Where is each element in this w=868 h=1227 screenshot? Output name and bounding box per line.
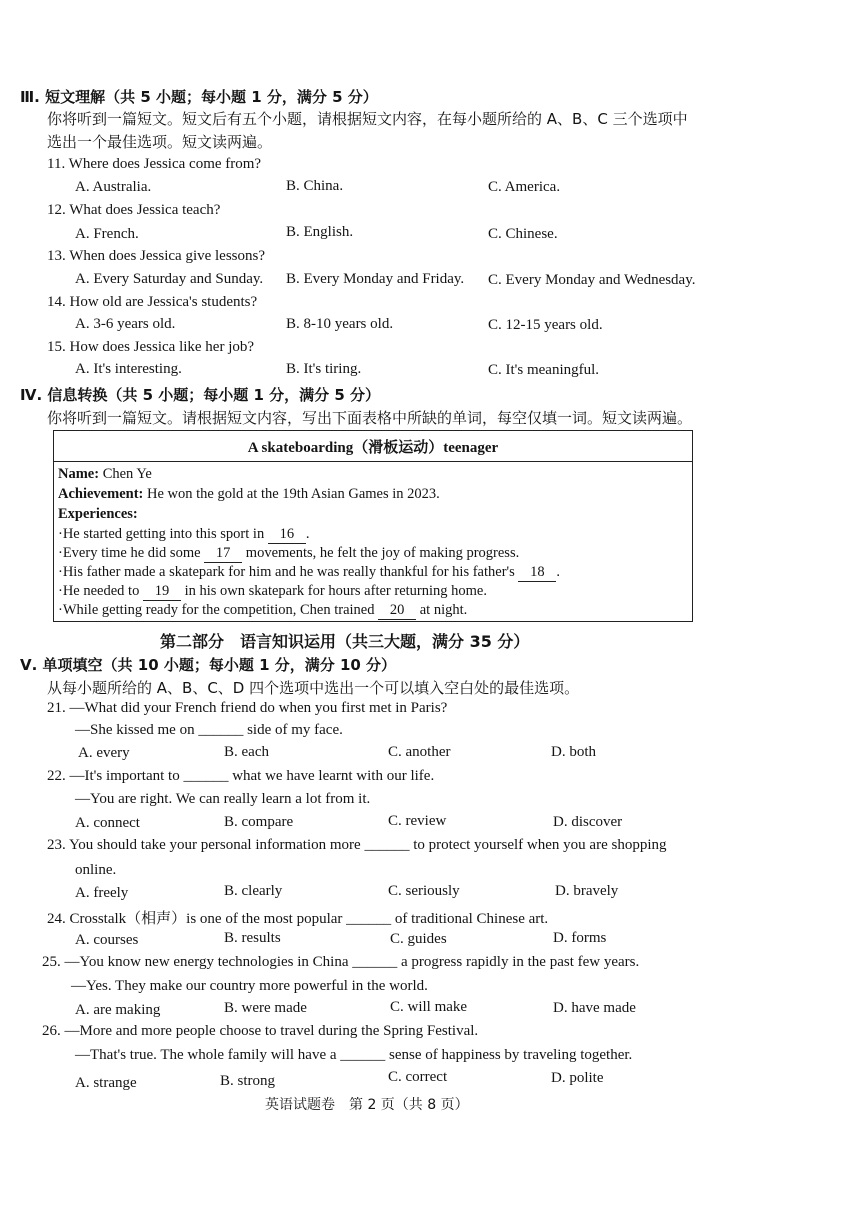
q21-option-b: B. each [224,744,269,760]
experiences-label: Experiences: [58,506,138,522]
question-21: 21. —What did your French friend do when you first met in Paris? [47,700,448,716]
q22-option-a: A. connect [75,815,140,831]
info-table-title: A skateboarding（滑板运动）teenager [247,440,499,456]
line19-end: in his own skatepark for hours after returning home. [180,583,487,599]
q21-option-a: A. every [78,745,130,761]
q22-option-b: B. compare [224,814,294,830]
line18-text: ·His father made a skatepark for him and he was really thankful for his father's [58,564,519,580]
q25-option-b: B. were made [224,1000,307,1016]
name-label: Name: [58,466,100,482]
q26-option-d: D. polite [551,1070,604,1086]
experience-line-17 [58,545,519,563]
table-achievement-row [58,486,440,503]
question-26-reply: —That's true. The whole family will have a ______ sense of happiness by traveling together. [75,1047,633,1063]
q25-option-d: D. have made [553,1000,636,1016]
q13-option-a: A. Every Saturday and Sunday. [75,271,264,287]
part2-heading: 第二部分 语言知识运用（共三大题，满分 35 分） [160,632,530,651]
q21-option-c: C. another [388,744,451,760]
q26-option-a: A. strange [75,1075,137,1091]
q26-option-b: B. strong [220,1073,276,1089]
question-23: 23. You should take your personal information more ______ to protect yourself when you are shopping [47,837,667,853]
q15-option-b: B. It's tiring. [286,361,362,377]
line19-text: ·He needed to [58,583,143,599]
section3-instruction: 你将听到一篇短文。短文后有五个小题，请根据短文内容，在每小题所给的 A、B、C 三个选项中 [47,110,688,128]
q11-option-a: A. Australia. [75,179,152,195]
info-table-header [54,431,692,462]
q22-option-c: C. review [388,813,447,829]
experience-line-16 [58,526,309,544]
q23-option-d: D. bravely [555,883,619,899]
question-13: 13. When does Jessica give lessons? [47,248,266,264]
line17-end: movements, he felt the joy of making progress. [242,545,520,561]
q24-option-b: B. results [224,930,281,946]
section3-heading: Ⅲ. 短文理解（共 5 小题；每小题 1 分，满分 5 分） [20,88,378,106]
q12-option-c: C. Chinese. [488,226,558,242]
blank-18[interactable]: 18 [518,564,556,582]
q23-option-c: C. seriously [388,883,460,899]
section4-heading: Ⅳ. 信息转换（共 5 小题；每小题 1 分，满分 5 分） [20,386,381,404]
line16-end: . [305,526,310,542]
question-12: 12. What does Jessica teach? [47,202,221,218]
experience-line-19 [58,583,487,601]
achievement-label: Achievement: [58,486,144,502]
achievement-value: He won the gold at the 19th Asian Games in 2023. [143,486,440,502]
info-table [53,430,693,622]
section5-instruction: 从每小题所给的 A、B、C、D 四个选项中选出一个可以填入空白处的最佳选项。 [47,679,580,697]
q24-option-a: A. courses [75,932,139,948]
q25-option-c: C. will make [390,999,468,1015]
q13-option-c: C. Every Monday and Wednesday. [488,272,696,288]
table-name-row [58,466,152,483]
line20-text: ·While getting ready for the competition, Chen trained [58,602,379,618]
q24-option-d: D. forms [553,930,607,946]
q15-option-a: A. It's interesting. [75,361,182,377]
question-23-cont: online. [75,862,117,878]
q11-option-c: C. America. [488,179,561,195]
blank-16[interactable]: 16 [268,526,306,544]
q23-option-a: A. freely [75,885,129,901]
q14-option-a: A. 3-6 years old. [75,316,176,332]
q12-option-b: B. English. [286,224,354,240]
experience-line-18 [58,564,560,582]
line17-text: ·Every time he did some [58,545,205,561]
question-21-reply: —She kissed me on ______ side of my face. [75,722,343,738]
line18-end: . [556,564,561,580]
blank-20[interactable]: 20 [378,602,416,620]
section3-instruction-cont: 选出一个最佳选项。短文读两遍。 [47,133,273,151]
question-22-reply: —You are right. We can really learn a lot from it. [75,791,371,807]
q12-option-a: A. French. [75,226,139,242]
question-14: 14. How old are Jessica's students? [47,294,258,310]
q15-option-c: C. It's meaningful. [488,362,600,378]
experience-line-20 [58,602,467,620]
blank-19[interactable]: 19 [143,583,181,601]
question-25: 25. —You know new energy technologies in China ______ a progress rapidly in the past few years. [42,954,640,970]
question-22: 22. —It's important to ______ what we have learnt with our life. [47,768,435,784]
q24-option-c: C. guides [390,931,447,947]
q11-option-b: B. China. [286,178,344,194]
q26-option-c: C. correct [388,1069,448,1085]
q14-option-c: C. 12-15 years old. [488,317,603,333]
question-25-reply: —Yes. They make our country more powerful in the world. [71,978,428,994]
q14-option-b: B. 8-10 years old. [286,316,394,332]
question-26: 26. —More and more people choose to travel during the Spring Festival. [42,1023,479,1039]
section5-heading: Ⅴ. 单项填空（共 10 小题；每小题 1 分，满分 10 分） [20,656,397,674]
blank-17[interactable]: 17 [204,545,242,563]
q22-option-d: D. discover [553,814,623,830]
question-11: 11. Where does Jessica come from? [47,156,262,172]
q21-option-d: D. both [551,744,596,760]
question-24: 24. Crosstalk（相声）is one of the most popular ______ of traditional Chinese art. [47,911,549,927]
line16-text: ·He started getting into this sport in [58,526,268,542]
page-footer: 英语试题卷 第 2 页（共 8 页） [265,1097,469,1113]
q13-option-b: B. Every Monday and Friday. [286,271,465,287]
question-15: 15. How does Jessica like her job? [47,339,255,355]
name-value: Chen Ye [99,466,152,482]
q23-option-b: B. clearly [224,883,283,899]
q25-option-a: A. are making [75,1002,161,1018]
section4-instruction: 你将听到一篇短文。请根据短文内容，写出下面表格中所缺的单词，每空仅填一词。短文读两遍。 [47,409,693,427]
line20-end: at night. [416,602,468,618]
